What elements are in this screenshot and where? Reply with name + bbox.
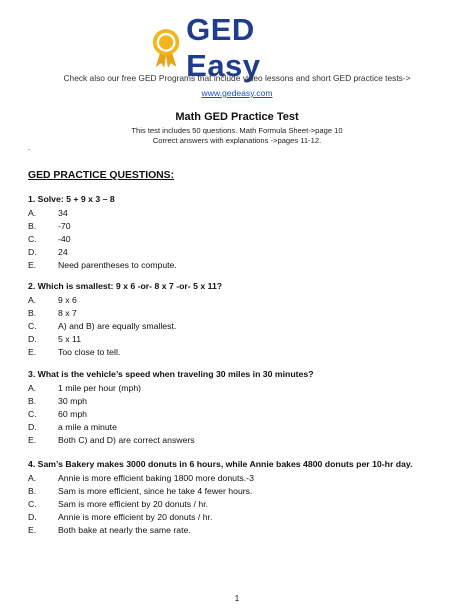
option-letter: A. [28,208,37,218]
option-letter: D. [28,247,37,257]
option-text: 5 x 11 [58,334,82,344]
question-2 [28,281,222,359]
page-number: 1 [234,594,240,603]
answer-option-e[interactable] [28,259,177,272]
answer-option-d[interactable] [28,421,314,434]
answer-option-a[interactable] [28,294,222,307]
question-4 [28,459,413,537]
option-text: 8 x 7 [58,308,77,318]
option-letter: E. [28,435,37,445]
answer-option-d[interactable] [28,333,222,346]
option-letter: C. [28,409,37,419]
option-text: a mile a minute [58,422,117,432]
page-title: Math GED Practice Test [175,111,299,123]
promo-text: Check also our free GED Programs that include video lessons and short GED practice tests-> [63,73,411,83]
option-text: 1 mile per hour (mph) [58,383,142,393]
option-letter: A. [28,473,37,483]
question-stem: 3. What is the vehicle’s speed when traveling 30 miles in 30 minutes? [28,369,314,379]
website-link[interactable]: www.gedeasy.com [201,88,273,98]
answer-option-c[interactable] [28,498,413,511]
question-stem: 4. Sam’s Bakery makes 3000 donuts in 6 hours, while Annie bakes 4800 donuts per 10-hr day. [28,459,413,469]
option-text: -70 [58,221,71,231]
option-text: Too close to tell. [58,347,121,357]
option-letter: D. [28,334,37,344]
option-letter: D. [28,422,37,432]
option-text: Annie is more efficient baking 1800 more donuts.-3 [58,473,254,483]
option-letter: E. [28,260,37,270]
section-title: GED PRACTICE QUESTIONS: [28,170,175,181]
answer-option-c[interactable] [28,320,222,333]
answer-option-c[interactable] [28,233,177,246]
answer-option-a[interactable] [28,207,177,220]
answer-option-e[interactable] [28,524,413,537]
option-text: 30 mph [58,396,87,406]
option-letter: C. [28,499,37,509]
option-letter: A. [28,295,37,305]
answer-option-b[interactable] [28,485,413,498]
option-text: Need parentheses to compute. [58,260,177,270]
option-letter: B. [28,396,37,406]
option-text: 34 [58,208,68,218]
answer-option-e[interactable] [28,346,222,359]
answer-option-b[interactable] [28,220,177,233]
subtitle-line-2: Correct answers with explanations ->pages 11-12. [152,136,322,145]
option-text: 60 mph [58,409,87,419]
option-text: Sam is more efficient by 20 donuts / hr. [58,499,209,509]
option-letter: B. [28,486,37,496]
option-text: 24 [58,247,68,257]
answer-option-c[interactable] [28,408,314,421]
answer-option-d[interactable] [28,246,177,259]
stray-dot: . [28,143,31,152]
option-letter: D. [28,512,37,522]
option-text: A) and B) are equally smallest. [58,321,177,331]
option-text: Annie is more efficient by 20 donuts / hr. [58,512,213,522]
question-1 [28,194,177,272]
logo-text: GED Easy [186,12,261,83]
option-letter: B. [28,221,37,231]
answer-option-b[interactable] [28,395,314,408]
answer-option-a[interactable] [28,472,413,485]
medal-icon [150,26,182,70]
option-letter: B. [28,308,37,318]
option-text: Sam is more efficient, since he take 4 fewer hours. [58,486,253,496]
option-text: Both C) and D) are correct answers [58,435,195,445]
option-text: Both bake at nearly the same rate. [58,525,191,535]
option-letter: E. [28,347,37,357]
question-3 [28,369,314,447]
question-stem: 1. Solve: 5 + 9 x 3 – 8 [28,194,115,204]
option-letter: C. [28,234,37,244]
option-letter: C. [28,321,37,331]
answer-option-a[interactable] [28,382,314,395]
option-text: -40 [58,234,71,244]
answer-option-d[interactable] [28,511,413,524]
question-stem: 2. Which is smallest: 9 x 6 -or- 8 x 7 -or- 5 x 11? [28,281,223,291]
option-letter: A. [28,383,37,393]
answer-option-b[interactable] [28,307,222,320]
option-letter: E. [28,525,37,535]
answer-option-e[interactable] [28,434,314,447]
option-text: 9 x 6 [58,295,77,305]
subtitle-line-1: This test includes 50 questions. Math Formula Sheet->page 10 [131,126,343,135]
